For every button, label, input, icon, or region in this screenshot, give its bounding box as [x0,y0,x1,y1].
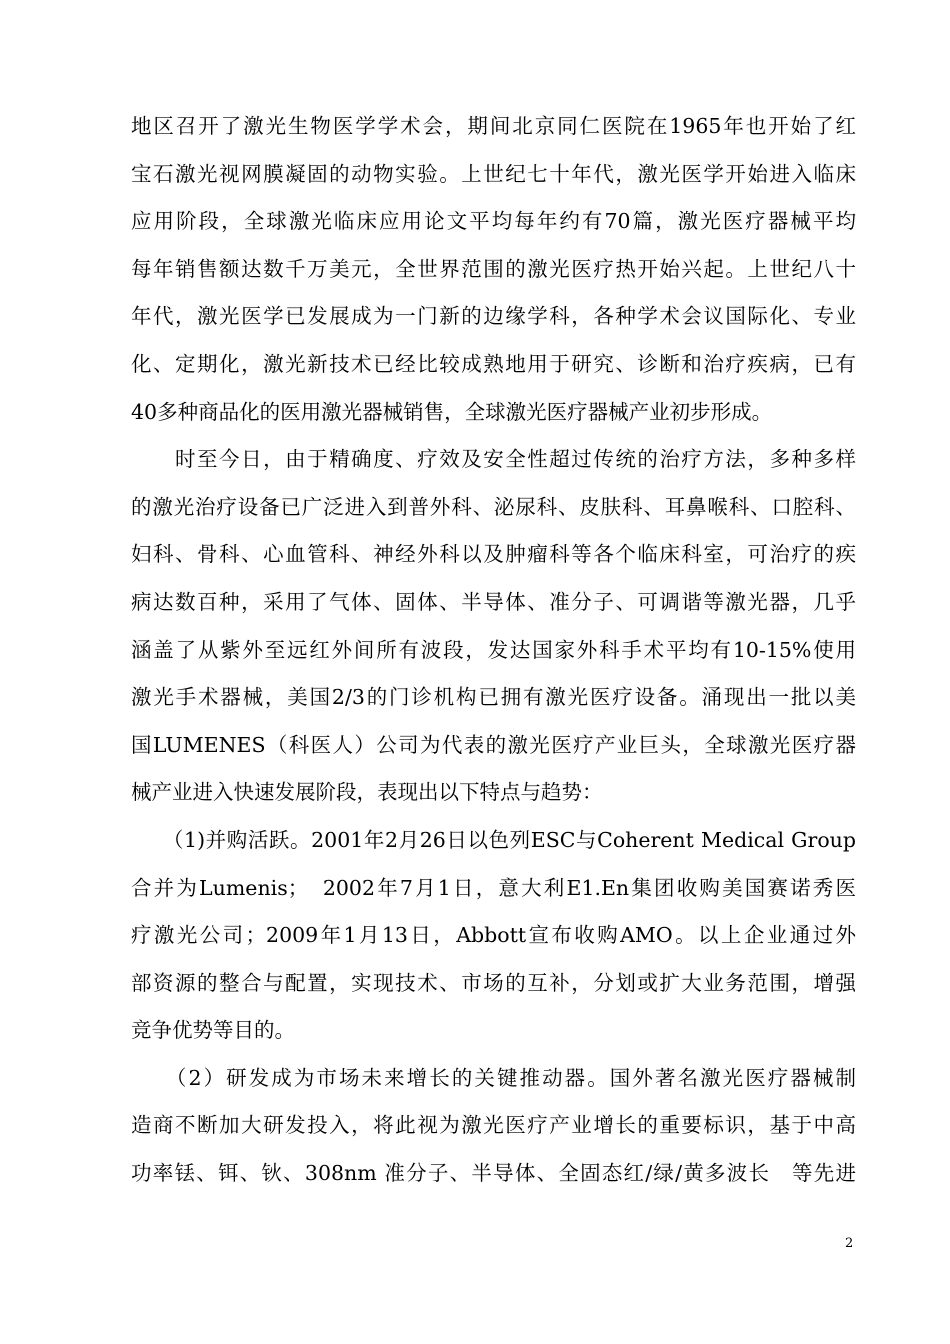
text-line: 的激光治疗设备已广泛进入到普外科、泌尿科、皮肤科、耳鼻喉科、口腔科、 [131,494,856,519]
text-line: 部资源的整合与配置，实现技术、市场的互补，分划或扩大业务范围，增强 [131,970,856,995]
text-line: 涵盖了从紫外至远红外间所有波段，发达国家外科手术平均有10-15%使用 [131,637,856,662]
text-line: 地区召开了激光生物医学学术会，期间北京同仁医院在1965年也开始了红 [131,114,856,138]
text-line: 应用阶段，全球激光临床应用论文平均每年约有70篇，激光医疗器械平均 [131,209,856,234]
text-line: 宝石激光视网膜凝固的动物实验。上世纪七十年代，激光医学开始进入临床 [131,161,856,186]
text-line: （1)并购活跃。2001年2月26日以色列ESC与Coherent Medical Group [131,827,856,852]
text-line: （2）研发成为市场未来增长的关键推动器。国外著名激光医疗器械制 [131,1065,856,1090]
text-line: 化、定期化，激光新技术已经比较成熟地用于研究、诊断和治疗疾病，已有 [131,351,856,376]
text-line: 疗激光公司；2009年1月13日，Abbott宣布收购AMO。以上企业通过外 [131,923,856,948]
text-line: 妇科、骨科、心血管科、神经外科以及肿瘤科等各个临床科室，可治疗的疾 [131,542,856,567]
body-text [131,103,856,1198]
page-number: 2 [845,1236,854,1251]
text-line: 械产业进入快速发展阶段，表现出以下特点与趋势： [131,780,603,805]
text-line: 40多种商品化的医用激光器械销售，全球激光医疗器械产业初步形成。 [131,399,773,424]
text-line: 年代，激光医学已发展成为一门新的边缘学科，各种学术会议国际化、专业 [131,304,856,329]
text-line: 时至今日，由于精确度、疗效及安全性超过传统的治疗方法，多种多样 [131,447,856,472]
text-line: 激光手术器械，美国2/3的门诊机构已拥有激光医疗设备。涌现出一批以美 [131,685,856,710]
text-line: 病达数百种，采用了气体、固体、半导体、准分子、可调谐等激光器，几乎 [131,589,856,614]
text-line: 合并为Lumenis； 2002年7月1日，意大利E1.En集团收购美国赛诺秀医 [131,875,856,900]
text-line: 国LUMENES（科医人）公司为代表的激光医疗产业巨头，全球激光医疗器 [131,732,856,757]
text-line: 每年销售额达数千万美元，全世界范围的激光医疗热开始兴起。上世纪八十 [131,256,856,281]
text-line: 竞争优势等目的。 [131,1018,295,1043]
text-line: 功率铥、铒、钬、308nm 准分子、半导体、全固态红/绿/黄多波长 等先进 [131,1161,856,1186]
text-line: 造商不断加大研发投入，将此视为激光医疗产业增长的重要标识，基于中高 [131,1113,856,1138]
